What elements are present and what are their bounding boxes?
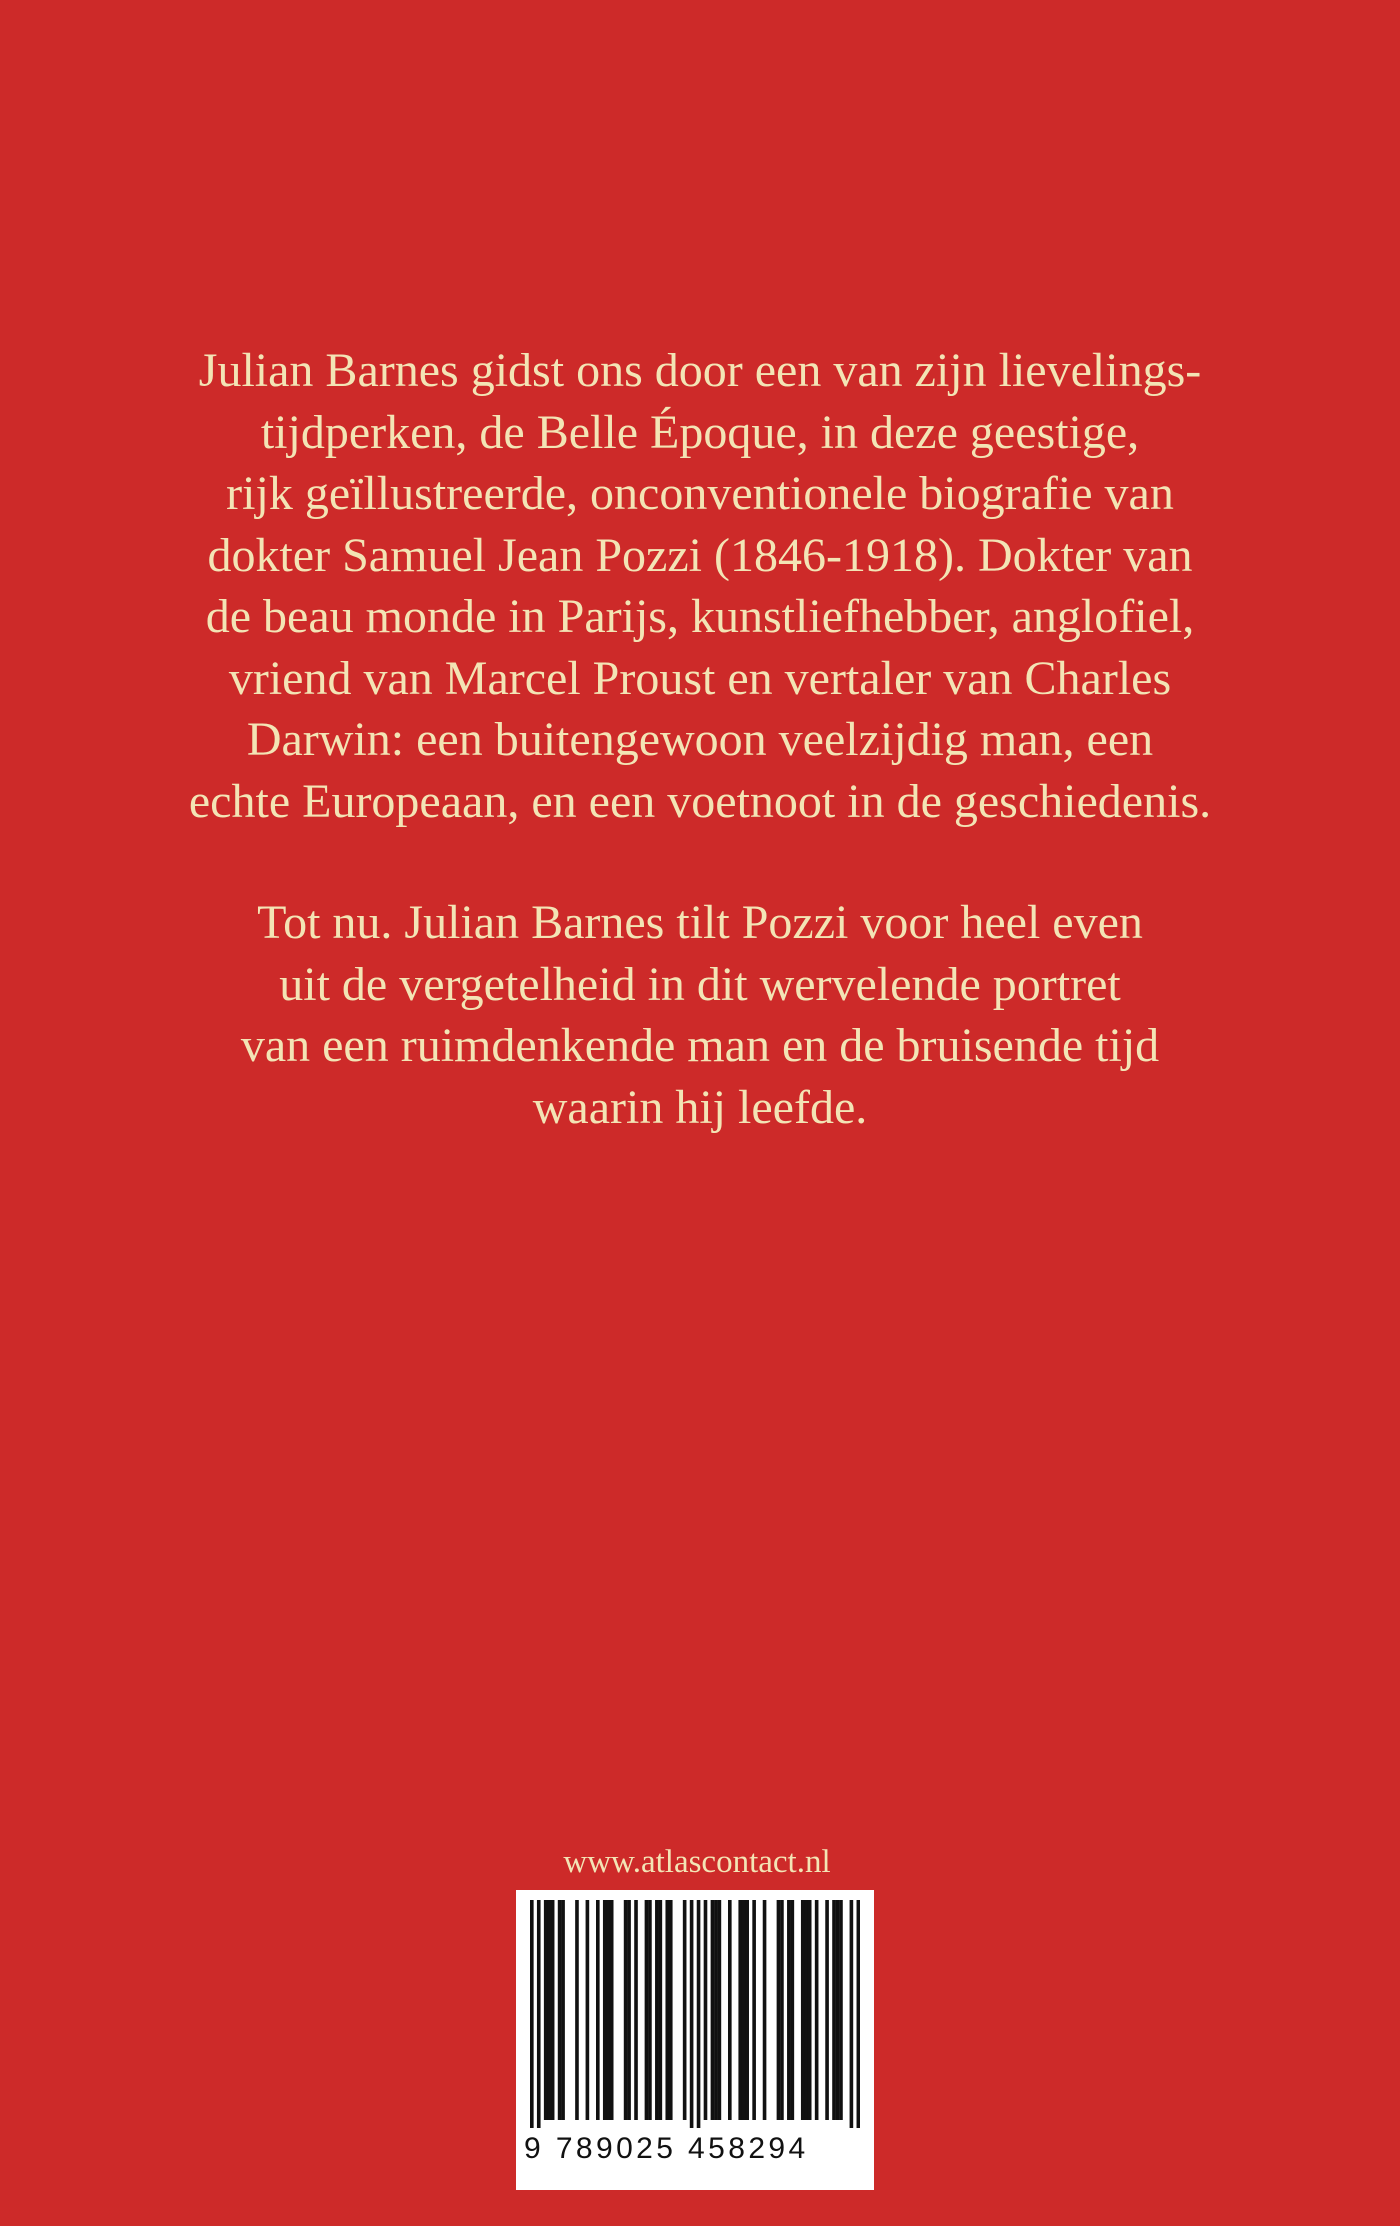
blurb-line: tijdperken, de Belle Époque, in deze geestige, [260, 405, 1140, 459]
barcode-bar [603, 1900, 607, 2120]
barcode-bar [839, 1900, 843, 2120]
barcode-bar [561, 1900, 565, 2120]
barcode-bar [704, 1900, 708, 2120]
barcode [516, 1890, 874, 2190]
barcode-bar [586, 1900, 590, 2120]
blurb-paragraph-1 [0, 340, 1400, 832]
barcode-bar [825, 1900, 829, 2120]
barcode-bars-graphic [530, 1900, 860, 2128]
barcode-bar [832, 1900, 836, 2120]
barcode-bar [648, 1900, 652, 2120]
blurb-line: dokter Samuel Jean Pozzi (1846-1918). Dokter van [207, 528, 1193, 582]
barcode-bar [690, 1900, 694, 2128]
barcode-bar [780, 1900, 784, 2120]
blurb-line: vriend van Marcel Proust en vertaler van Charles [228, 651, 1172, 705]
barcode-bar [537, 1900, 541, 2128]
barcode-bar [808, 1900, 812, 2120]
barcode-bar [815, 1900, 819, 2120]
barcode-bar [627, 1900, 631, 2120]
barcode-bar [645, 1900, 649, 2120]
barcode-bar [610, 1900, 614, 2120]
barcode-bar [547, 1900, 551, 2120]
barcode-bar [777, 1900, 781, 2120]
barcode-bar [791, 1900, 795, 2120]
barcode-bar [745, 1900, 749, 2120]
barcode-bar [836, 1900, 840, 2120]
barcode-bar [558, 1900, 562, 2120]
barcode-bar [551, 1900, 555, 2120]
barcode-bar [787, 1900, 791, 2120]
barcode-bar [659, 1900, 663, 2120]
barcode-bar [697, 1900, 701, 2128]
barcode-bar [655, 1900, 659, 2120]
barcode-bar [530, 1900, 534, 2128]
barcode-bar [606, 1900, 610, 2120]
barcode-bar [850, 1900, 854, 2128]
blurb-line: de beau monde in Parijs, kunstliefhebber, anglofiel, [205, 590, 1195, 643]
blurb-line: waarin hij leefde. [532, 1080, 868, 1134]
blurb-line: Darwin: een buitengewoon veelzijdig man, een [246, 713, 1154, 766]
barcode-bar [624, 1900, 628, 2120]
isbn-digits: 9 789025 458294 [524, 2132, 809, 2165]
barcode-bar [738, 1900, 742, 2120]
barcode-bar [669, 1900, 673, 2120]
barcode-bar [665, 1900, 669, 2120]
barcode-bar [714, 1900, 718, 2120]
blurb-line: rijk geïllustreerde, onconventionele biografie van [226, 467, 1174, 520]
barcode-bar [575, 1900, 579, 2120]
blurb-line: Julian Barnes gidst ons door een van zijn lievelings- [198, 344, 1202, 397]
barcode-bar [857, 1900, 860, 2128]
barcode-bar [544, 1900, 548, 2120]
barcode-bar [763, 1900, 767, 2120]
blurb [0, 340, 1400, 1138]
barcode-bar [596, 1900, 600, 2120]
blurb-line: van een ruimdenkende man en de bruisende tijd [240, 1019, 1160, 1072]
publisher-website: www.atlascontact.nl [563, 1844, 831, 1880]
blurb-paragraph-2 [0, 892, 1400, 1138]
barcode-bar [711, 1900, 715, 2120]
blurb-line: echte Europeaan, en een voetnoot in de geschiedenis. [188, 774, 1212, 828]
barcode-bar [718, 1900, 722, 2120]
barcode-bar [742, 1900, 746, 2120]
barcode-bar [634, 1900, 638, 2120]
barcode-bar [683, 1900, 687, 2120]
blurb-line: uit de vergetelheid in dit wervelende portret [279, 957, 1121, 1011]
barcode-bar [804, 1900, 808, 2120]
barcode-bar [752, 1900, 756, 2120]
barcode-bar [801, 1900, 805, 2120]
barcode-bar [728, 1900, 732, 2120]
blurb-line: Tot nu. Julian Barnes tilt Pozzi voor heel even [257, 896, 1143, 949]
